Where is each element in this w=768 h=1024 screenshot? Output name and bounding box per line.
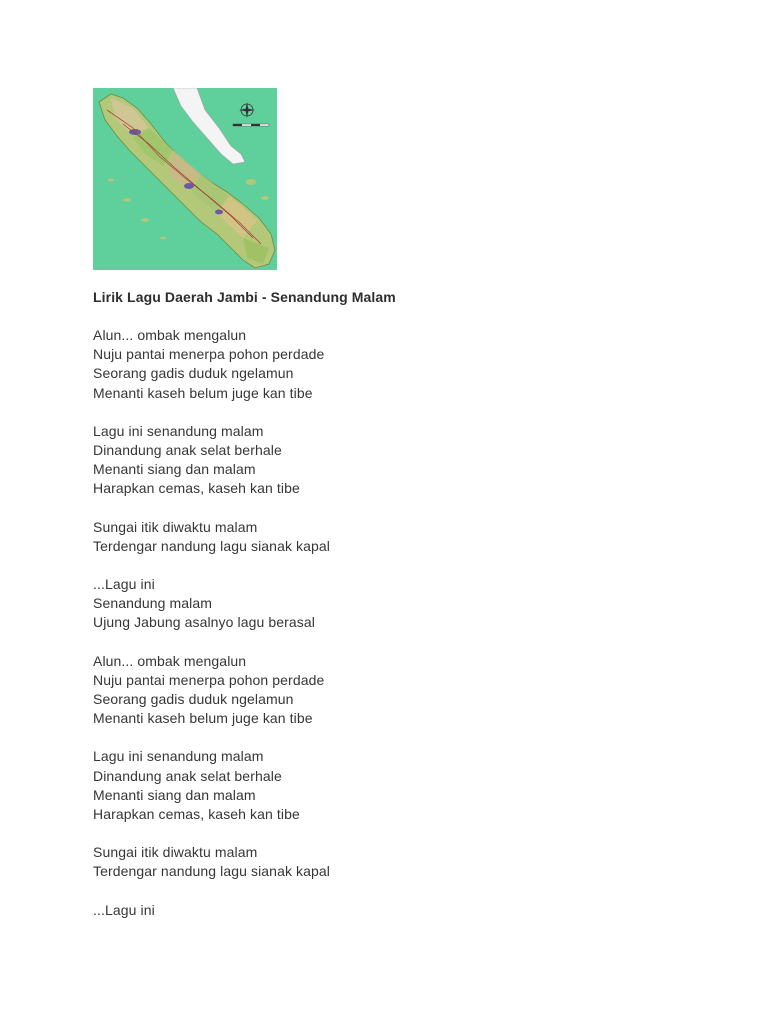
lyric-line: Alun... ombak mengalun — [93, 327, 247, 343]
stanza — [93, 843, 693, 881]
stanza — [93, 575, 693, 633]
lyric-line: Menanti siang dan malam — [93, 786, 256, 803]
lyric-line: Nuju pantai menerpa pohon perdade — [93, 671, 325, 688]
lyric-line: Sungai itik diwaktu malam — [93, 518, 258, 535]
stanza — [93, 326, 693, 403]
lyric-line: Menanti kaseh belum juge kan tibe — [93, 384, 313, 401]
lyric-line: Terdengar nandung lagu sianak kapal — [93, 537, 331, 554]
lyrics-content — [93, 288, 693, 939]
map-island — [123, 198, 131, 202]
lyric-line: Seorang gadis duduk ngelamun — [93, 365, 294, 382]
lyric-line: Dinandung anak selat berhale — [93, 442, 282, 459]
lyric-line: Terdengar nandung lagu sianak kapal — [93, 863, 331, 880]
stanza — [93, 652, 693, 729]
lyric-line: ...Lagu ini — [93, 901, 155, 918]
lyric-line: Lagu ini senandung malam — [93, 748, 264, 765]
lyric-line: Nuju pantai menerpa pohon perdade — [93, 346, 325, 363]
lyric-line: Dinandung anak selat berhale — [93, 767, 282, 784]
map-illustration — [93, 88, 277, 270]
stanza — [93, 518, 693, 556]
lyric-line: Alun... ombak mengalun — [93, 652, 247, 669]
scale-bar — [233, 124, 269, 126]
lyric-line: Ujung Jabung asalnyo lagu berasal — [93, 614, 316, 631]
map-island — [246, 179, 256, 185]
lyric-line: Menanti siang dan malam — [93, 461, 256, 478]
stanza — [93, 422, 693, 499]
map-island — [160, 237, 166, 240]
map-island — [141, 218, 149, 222]
map-island — [108, 178, 114, 181]
lyric-line: ...Lagu ini — [93, 576, 155, 593]
stanza — [93, 747, 693, 824]
lyric-line: Sungai itik diwaktu malam — [93, 844, 258, 861]
map-lake — [215, 210, 223, 215]
map-island — [261, 196, 269, 200]
lyric-line: Senandung malam — [93, 595, 213, 612]
lyric-line: Menanti kaseh belum juge kan tibe — [93, 710, 313, 727]
lyric-line: Seorang gadis duduk ngelamun — [93, 691, 294, 708]
document-title: Lirik Lagu Daerah Jambi - Senandung Malam — [93, 289, 396, 305]
lyric-line: Harapkan cemas, kaseh kan tibe — [93, 806, 300, 823]
lyric-line: Harapkan cemas, kaseh kan tibe — [93, 480, 300, 497]
lyric-line: Lagu ini senandung malam — [93, 422, 264, 439]
sumatra-map-image — [93, 88, 277, 270]
stanza — [93, 901, 693, 920]
